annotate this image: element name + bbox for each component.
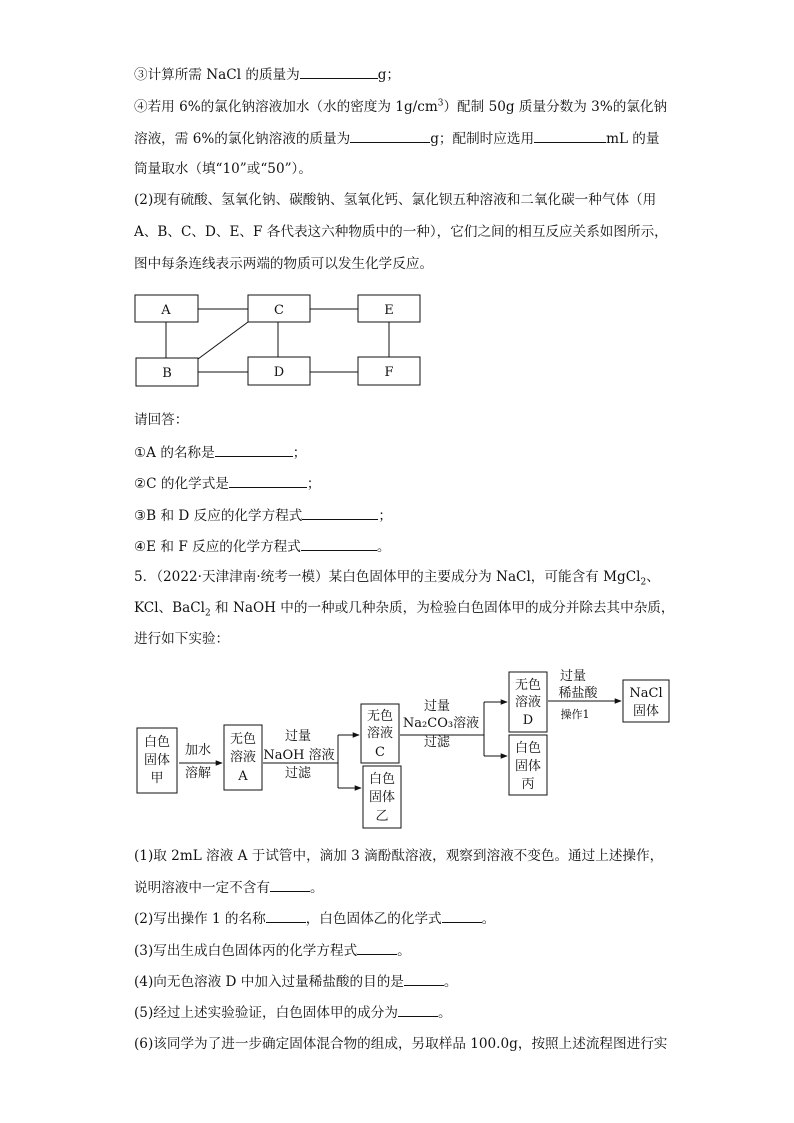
line-mass-nacl: ③计算所需 NaCl 的质量为 g； (134, 64, 400, 85)
line-q5-5: (5)经过上述实验验证，白色固体甲的成分为 。 (134, 1002, 452, 1023)
flow-step1-2: 溶解 (184, 766, 212, 781)
line-q5-intro-3: 进行如下实验： (134, 631, 230, 647)
flow-step4-2: 稀盐酸 (558, 686, 598, 701)
line-q2-intro-3: 图中每条连线表示两端的物质可以发生化学反应。 (134, 256, 434, 272)
reaction-diagram (0, 285, 794, 395)
line-q-b-d: ③B 和 D 反应的化学方程式 ； (134, 505, 392, 526)
flow-nacl-2: 固体 (632, 704, 660, 719)
flow-yi-3: 乙 (375, 809, 389, 824)
answer-blank[interactable] (215, 442, 293, 457)
answer-blank[interactable] (534, 128, 606, 143)
flow-step2-2: NaOH 溶液 (263, 748, 335, 763)
flow-step4-1: 过量 (559, 669, 587, 684)
line-dilution-3: 筒量取水（填“10”或“50”）。 (134, 161, 312, 177)
flow-step2-3: 过滤 (284, 766, 312, 781)
flow-jia-1: 白色 (143, 735, 171, 750)
label-e: E (384, 303, 394, 318)
line-q5-6: (6)该同学为了进一步确定固体混合物的组成，另取样品 100.0g，按照上述流程图进行实 (134, 1036, 668, 1052)
flow-c-1: 无色 (366, 709, 394, 724)
link-b-c (198, 322, 248, 359)
flow-a-3: A (238, 769, 248, 784)
answer-blank[interactable] (301, 536, 377, 551)
line-q5-intro-1: 5．（2022·天津津南·统考一模）某白色固体甲的主要成分为 NaCl，可能含有 MgCl$_2$、 (134, 569, 660, 588)
flow-a-2: 溶液 (229, 750, 257, 765)
experiment-flowchart (0, 660, 794, 835)
flow-yi-2: 固体 (368, 790, 396, 805)
answer-blank[interactable] (350, 128, 430, 143)
flow-step1-1: 加水 (184, 743, 212, 758)
flow-bing-3: 丙 (521, 777, 535, 792)
line-q2-intro-1: (2)现有硫酸、氢氧化钠、碳酸钠、氢氧化钙、氯化钡五种溶液和二氧化碳一种气体（用 (134, 192, 657, 208)
line-q5-2: (2)写出操作 1 的名称 ，白色固体乙的化学式 。 (134, 908, 495, 929)
answer-blank[interactable] (229, 473, 307, 488)
flow-yi-1: 白色 (368, 772, 396, 787)
answer-blank[interactable] (300, 64, 378, 79)
flow-step3-3: 过滤 (423, 735, 451, 750)
flow-nacl-1: NaCl (629, 686, 663, 701)
flow-d-2: 溶液 (514, 695, 542, 710)
line-q-c-formula: ②C 的化学式是 ； (134, 473, 320, 494)
label-c: C (274, 303, 284, 318)
label-a: A (161, 303, 171, 318)
answer-blank[interactable] (266, 908, 306, 923)
answer-blank[interactable] (270, 877, 310, 892)
answer-blank[interactable] (357, 940, 397, 955)
flow-c-3: C (375, 745, 385, 760)
line-please-answer: 请回答： (134, 412, 189, 428)
line-q-e-f: ④E 和 F 反应的化学方程式 。 (134, 536, 390, 557)
flow-d-1: 无色 (514, 678, 542, 693)
flow-step3-2: Na₂CO₃溶液 (402, 716, 480, 731)
label-f: F (384, 365, 394, 380)
line-q5-3: (3)写出生成白色固体丙的化学方程式 。 (134, 940, 411, 961)
flow-jia-2: 固体 (143, 753, 171, 768)
answer-blank[interactable] (442, 908, 482, 923)
label-d: D (273, 365, 285, 380)
answer-blank[interactable] (404, 971, 444, 986)
answer-blank[interactable] (302, 505, 378, 520)
flow-step2-1: 过量 (284, 729, 312, 744)
flow-step4-3: 操作1 (560, 708, 590, 721)
flow-c-2: 溶液 (366, 726, 394, 741)
flow-bing-1: 白色 (514, 741, 542, 756)
line-q2-intro-2: A、B、C、D、E、F 各代表这六种物质中的一种），它们之间的相互反应关系如图所示， (134, 224, 668, 240)
line-q5-1a: (1)取 2mL 溶液 A 于试管中，滴加 3 滴酚酞溶液，观察到溶液不变色。通过上述操作， (134, 848, 664, 864)
line-q5-1b: 说明溶液中一定不含有 。 (134, 877, 324, 898)
flow-bing-2: 固体 (514, 759, 542, 774)
line-q5-4: (4)向无色溶液 D 中加入过量稀盐酸的目的是 。 (134, 971, 457, 992)
flow-a-1: 无色 (229, 732, 257, 747)
flow-d-3: D (522, 713, 534, 728)
line-q5-intro-2: KCl、BaCl$_2$ 和 NaOH 中的一种或几种杂质，为检验白色固体甲的成分并除去其中杂质， (134, 600, 675, 619)
label-b: B (162, 366, 172, 381)
line-dilution-2: 溶液，需 6%的氯化钠溶液的质量为 g；配制时应选用 mL 的量 (134, 128, 660, 149)
answer-blank[interactable] (398, 1002, 438, 1017)
line-q-a-name: ①A 的名称是 ； (134, 442, 306, 463)
line-dilution-1: ④若用 6%的氯化钠溶液加水（水的密度为 $1g/cm^3$）配制 50g 质量分数为 3%的氯化钠 (134, 98, 668, 115)
flow-step3-1: 过量 (423, 699, 451, 714)
flow-jia-3: 甲 (150, 771, 164, 786)
